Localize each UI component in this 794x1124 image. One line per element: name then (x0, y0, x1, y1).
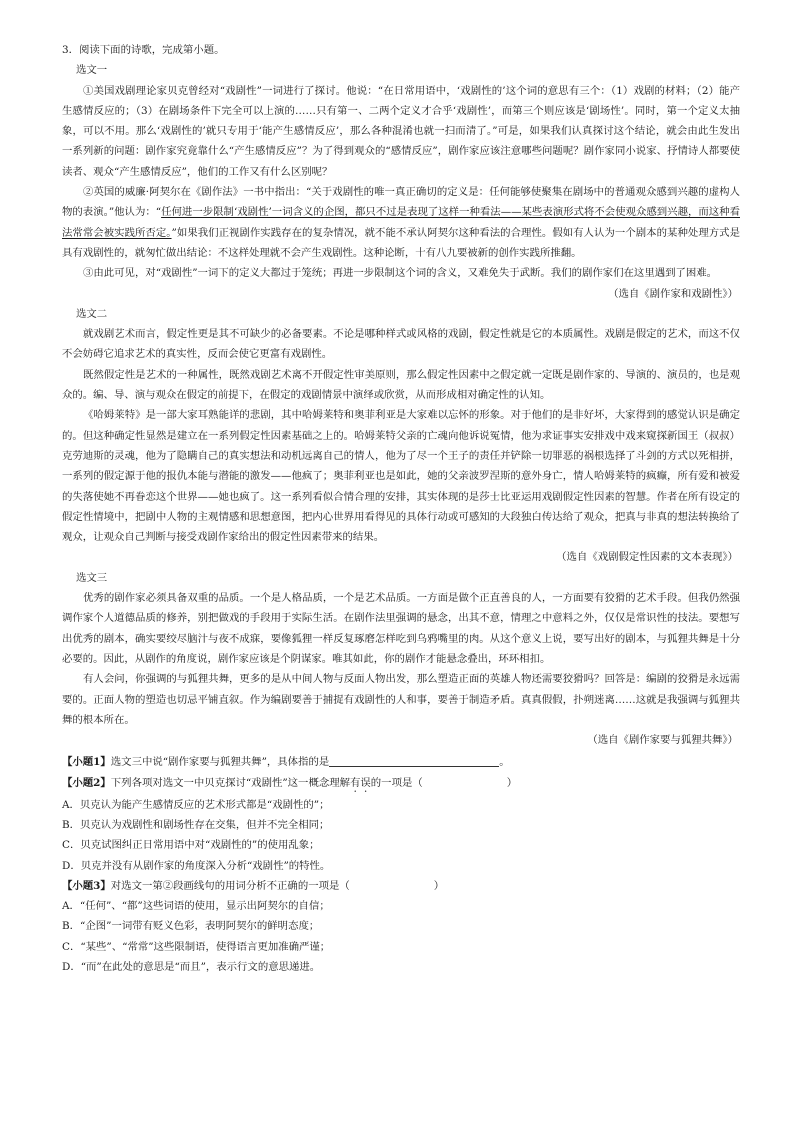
question-header: 3．阅读下面的诗歌，完成第小题。 (62, 44, 225, 56)
text3-paragraph-1: 优秀的剧作家必须具备双重的品质。一个是人格品质，一个是艺术品质。一方面是做个正直善良的人，一方面要有狡猾的艺术手段。但我仍然强调作家个人道德品质的修养，别把做戏的手段用于实际生活。在剧作法里强调的悬念，出其不意，情理之中意料之外，仅仅是常识性的技法。要想写出优秀的剧本，确实要绞尽脑汁与夜不成寐，要像狐狸一样反复琢磨怎样吃到乌鸦嘴里的肉。从这个意义上说，要写出好的剧本，与狐狸共舞是十分必要的。因此，从剧作的角度说，剧作家应该是个阴谋家。唯其如此，你的剧作才能悬念叠出，环环相扣。 (62, 592, 740, 665)
text1-source: （选自《剧作家和戏剧性》） (608, 287, 738, 300)
question-3-option-a: A．“任何”、“都”这些词语的使用，显示出阿契尔的自信； (62, 900, 330, 913)
text1-paragraph-3: ③由此可见，对“戏剧性”一词下的定义大都过于笼统；再进一步限制这个词的含义，又难免失于武断。我们的剧作家们在这里遇到了困难。 (83, 267, 718, 280)
text1-paragraph-2-start: ②英国的威廉·阿契尔在《剧作法》一书中指出：“关于戏剧性的唯一真正确切的定义是：任何能够使聚集在剧场中的普通观众感到兴趣的虚构人物的表演。”他认为：“ (62, 186, 740, 219)
emphasis-dots-text: 有误 (350, 776, 371, 789)
document-page (62, 40, 740, 977)
text2-label: 选文二 (76, 307, 108, 320)
question-3-option-b: B．“企图”一词带有贬义色彩，表明阿契尔的鲜明态度； (62, 920, 320, 933)
question-1 (62, 752, 740, 772)
question-2-option-a: A．贝克认为能产生感情反应的艺术形式都是“戏剧性的”； (62, 798, 330, 811)
question-3-option-c: C．“某些”、“常常”这些限制语，使得语言更加准确严谨； (62, 940, 331, 953)
question-1-end: 。 (499, 756, 510, 769)
text1-label: 选文一 (76, 64, 108, 77)
question-2 (62, 773, 740, 795)
question-3-option-d: D．“而”在此处的意思是“而且”，表示行文的意思递进。 (62, 961, 321, 974)
underlined-sentence: 任何进一步限制‘戏剧性’一词含义的企图，都只不过是表现了这样一种看法——某些表演形式将不会使观众感到兴趣，而这种看法常常会被实践所否定。 (62, 206, 740, 239)
question-3 (62, 876, 740, 896)
question-2-end: ） (506, 776, 518, 789)
text1-paragraph-2 (62, 182, 740, 263)
text2-paragraph-2: 既然假定性是艺术的一种属性，既然戏剧艺术离不开假定性审美原则，那么假定性因素中之假定就一定既是剧作家的、导演的、演员的，也是观众的。编、导、演与观众在假定的前提下，在假定的戏剧情景中演绎或欣赏，从而形成相对确定性的认知。 (62, 368, 740, 402)
question-2-option-d: D．贝克并没有从剧作家的角度深入分析“戏剧性”的特性。 (62, 859, 331, 872)
question-2-text: 下列各项对选文一中贝克探讨“戏剧性”这一概念理解 (110, 776, 351, 789)
question-3-end: ） (433, 879, 445, 892)
question-1-tag: 【小题1】 (62, 756, 111, 769)
text2-paragraph-3: 《哈姆莱特》是一部大家耳熟能详的悲剧，其中哈姆莱特和奥菲利亚是大家难以忘怀的形象。对于他们的是非好坏，大家得到的感觉认识是确定的。但这种确定性显然是建立在一系列假定性因素基础之上的。哈姆莱特父亲的亡魂向他诉说冤情，他为求证事实安排戏中戏来窥探新国王（叔叔）克劳迪斯的灵魂，他为了隐瞒自己的真实想法和动机远离自己的情人，他为了尽一个王子的责任并铲除一切罪恶的祸根选择了斗剑的方式以死相拼，一系列的假定源于他的报仇本能与潜能的激发——他疯了；奥菲利亚也是如此，她的父亲波罗涅斯的意外身亡，情人哈姆莱特的疯癫，所有爱和被爱的失落使她不再眷恋这个世界——她也疯了。这一系列看似合情合理的安排，其实体现的是莎士比亚运用戏剧假定性因素的智慧。作者在所有设定的假定性情境中，把剧中人物的主观情感和思想意图，把内心世界用看得见的具体行动或可感知的大段独白传达给了观众，把真与非真的想法转换给了观众，让观众自己判断与接受戏剧作家给出的假定性因素带来的结果。 (62, 409, 740, 544)
question-2-tag: 【小题2】 (62, 776, 111, 789)
question-2-option-b: B．贝克认为戏剧性和剧场性存在交集，但并不完全相同； (62, 818, 330, 831)
text1-paragraph-2-end: ”如果我们正视剧作实践存在的复杂情况，就不能不承认阿契尔这种看法的合理性。假如有人认为一个剧本的某种处理方式是具有戏剧性的，就匆忙做出结论：不这样处理就不会产生戏剧性。这种论断，十有八九要被新的创作实践所推翻。 (62, 226, 740, 259)
question-2-option-c: C．贝克试图纠正日常用语中对“戏剧性的”的使用乱象； (62, 839, 320, 852)
question-2-text-b: 的一项是（ (370, 776, 423, 789)
text1-paragraph-1: ①美国戏剧理论家贝克曾经对“戏剧性”一词进行了探讨。他说：“在日常用语中，‘戏剧性的’这个词的意思有三个：（1）戏剧的材料；（2）能产生感情反应的；（3）在剧场条件下完全可以上演的……只有第一、二两个定义才合乎‘戏剧性’，而第三个则应该是‘剧场性’。同时，第一个定义太抽象，可以不用。那么‘戏剧性的’就只专用于‘能产生感情反应’，那么各种混淆也就一扫而清了。”可是，如果我们认真探讨这个结论，就会由此生发出一系列新的问题：剧作家究竟靠什么“产生感情反应”？为了得到观众的“感情反应”，剧作家应该注意哪些问题呢？剧作家同小说家、抒情诗人都要使读者、观众“产生感情反应”，他们的工作又有什么区别呢？ (62, 84, 740, 178)
text2-paragraph-1: 就戏剧艺术而言，假定性更是其不可缺少的必备要素。不论是哪种样式或风格的戏剧，假定性就是它的本质属性。戏剧是假定的艺术，而这不仅不会妨碍它追求艺术的真实性，反而会使它更富有戏剧性。 (62, 328, 740, 361)
text3-paragraph-2: 有人会问，你强调的与狐狸共舞，更多的是从中间人物与反面人物出发，那么塑造正面的英雄人物还需要狡猾吗？回答是：编剧的狡猾是永远需要的。正面人物的塑造也切忌平铺直叙。作为编剧要善于捕捉有戏剧性的人和事，要善于制造矛盾。真真假假，扑朔迷离……这就是我强调与狐狸共舞的根本所在。 (62, 673, 740, 726)
question-1-text: 选文三中说“剧作家要与狐狸共舞”，具体指的是 (110, 756, 330, 769)
text2-source: （选自《戏剧假定性因素的文本表现》） (556, 551, 738, 564)
text3-label: 选文三 (76, 571, 108, 584)
question-3-tag: 【小题3】 (62, 879, 111, 892)
question-3-text: 对选文一第②段画线句的用词分析不正确的一项是（ (110, 879, 350, 892)
answer-blank[interactable] (329, 754, 499, 767)
text3-source: （选自《剧作家要与狐狸共舞》） (587, 734, 738, 747)
